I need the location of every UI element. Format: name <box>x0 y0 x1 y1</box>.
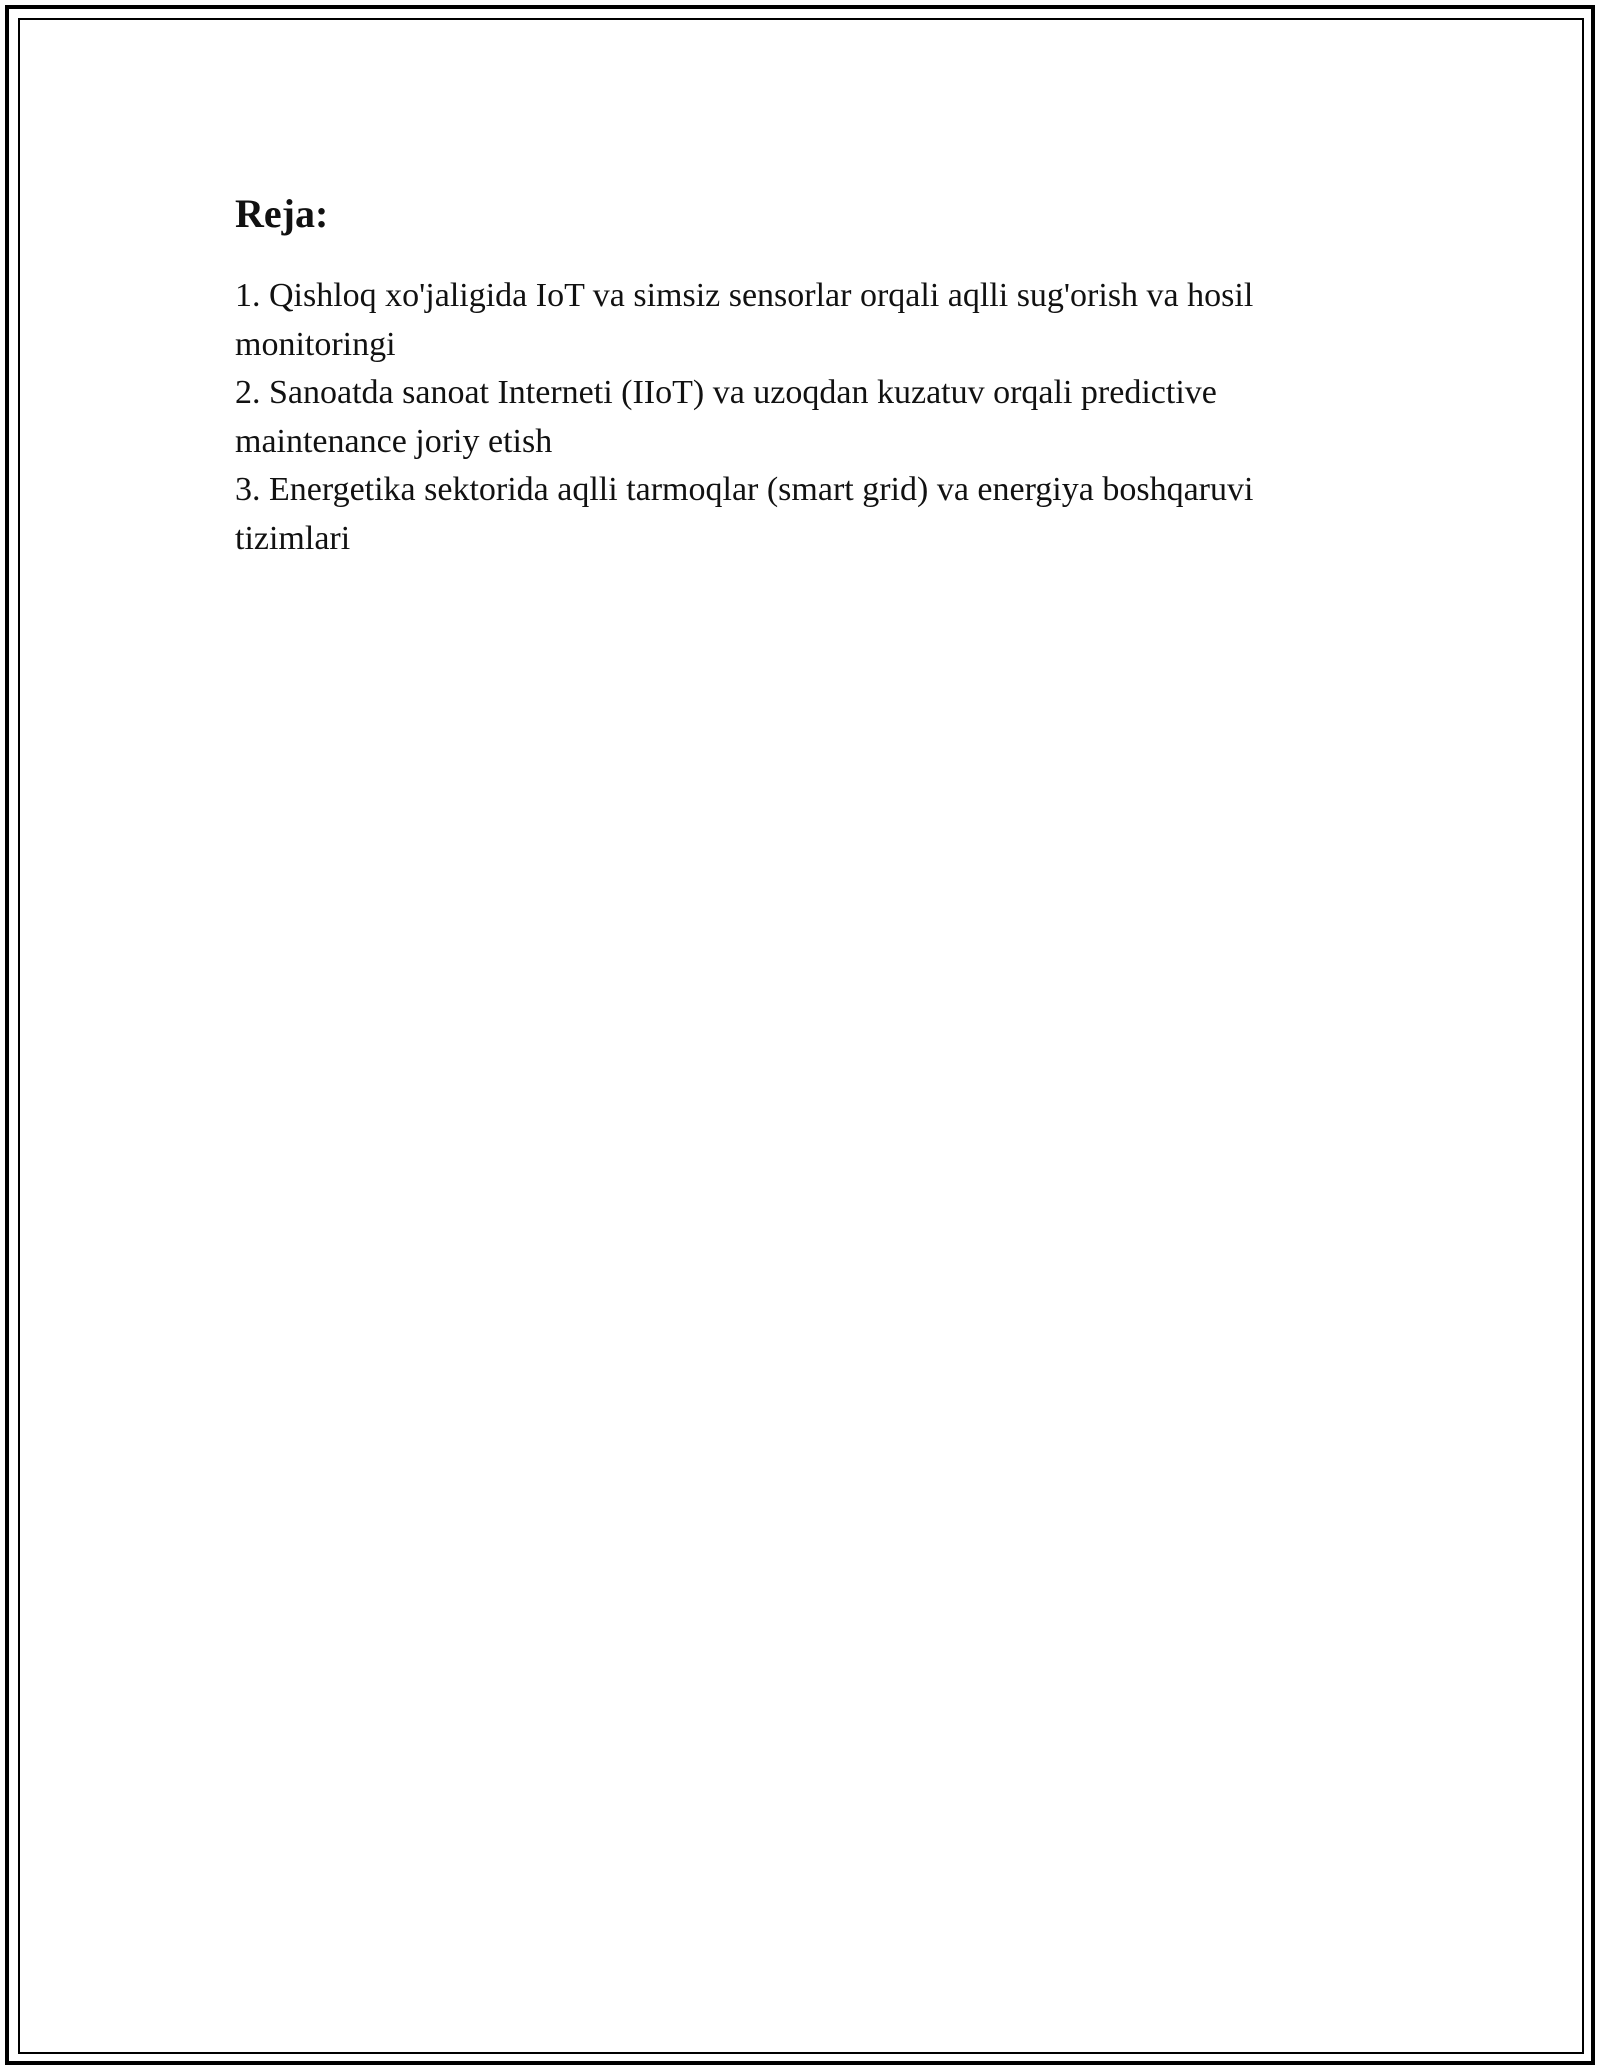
document-content <box>235 182 1365 563</box>
plan-list <box>235 272 1365 563</box>
plan-item-1: 1. Qishloq xo'jaligida IoT va simsiz sensorlar orqali aqlli sug'orish va hosil monitoringi <box>235 277 1254 363</box>
plan-heading: Reja: <box>235 191 329 236</box>
plan-item-2: 2. Sanoatda sanoat Interneti (IIoT) va uzoqdan kuzatuv orqali predictive maintenance joriy etish <box>235 374 1217 460</box>
plan-item-3: 3. Energetika sektorida aqlli tarmoqlar (smart grid) va energiya boshqaruvi tizimlari <box>235 471 1254 557</box>
